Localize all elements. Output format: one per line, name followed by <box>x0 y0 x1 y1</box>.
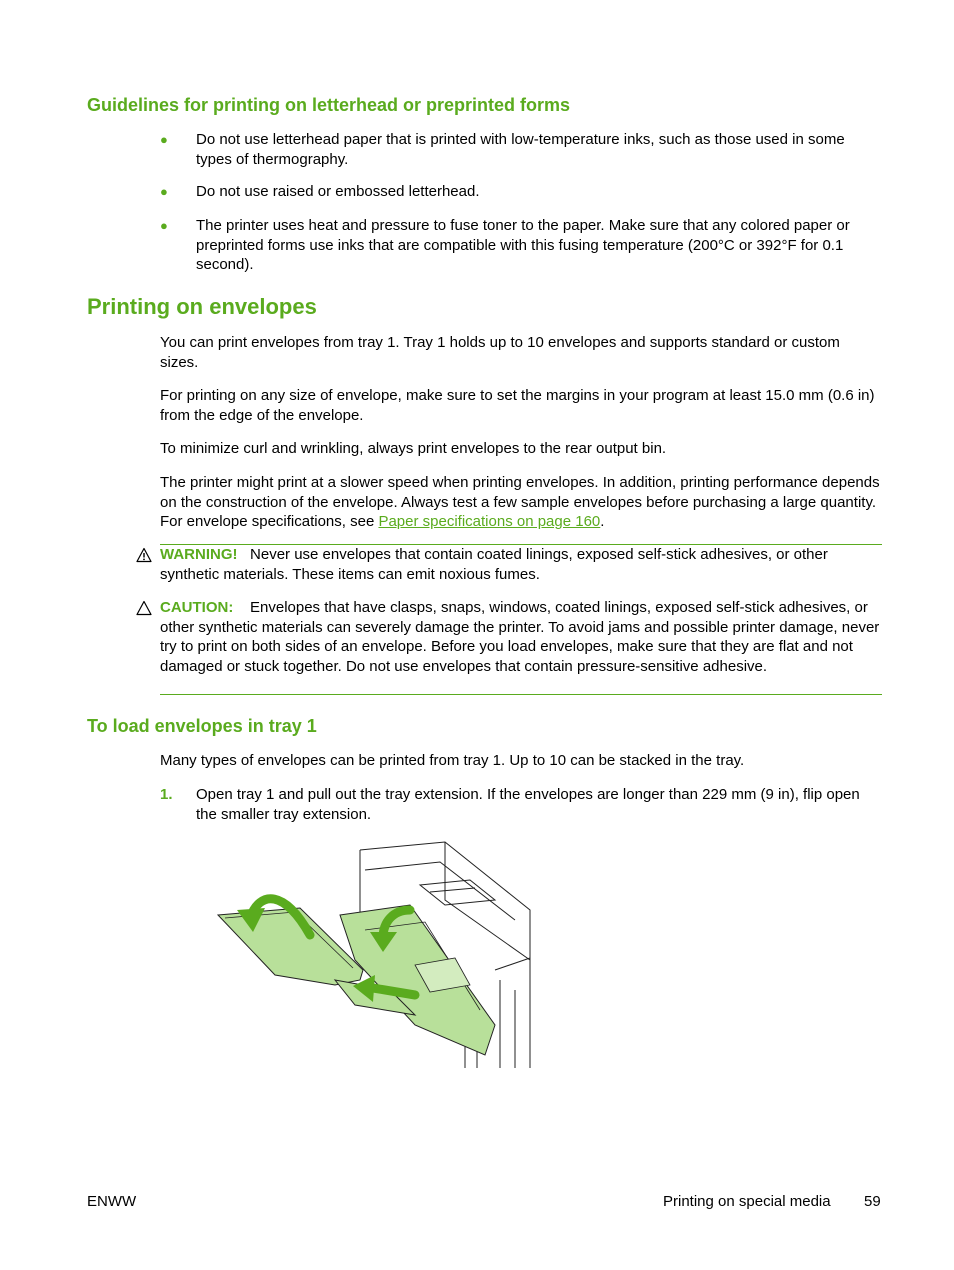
paragraph: You can print envelopes from tray 1. Tray 1 holds up to 10 envelopes and supports standard or custom sizes. <box>160 334 840 371</box>
paragraph: To minimize curl and wrinkling, always print envelopes to the rear output bin. <box>160 440 667 457</box>
list-item <box>160 216 882 276</box>
paragraph-text: The printer might print at a slower speed when printing envelopes. In addition, printing performance depends on the construction of the envelope. Always test a few sample envelopes before purchasing a large quantity. For envelope specifications, see <box>160 474 880 530</box>
footer-left: ENWW <box>87 1193 137 1210</box>
caution-label: CAUTION: <box>160 599 234 616</box>
page-number: 59 <box>864 1193 881 1210</box>
warning-label: WARNING! <box>160 546 238 563</box>
bullet-text: Do not use letterhead paper that is printed with low-temperature inks, such as those used in some types of thermography. <box>196 131 845 168</box>
warning-note <box>160 545 882 584</box>
paper-specs-link[interactable]: Paper specifications on page 160 <box>378 513 601 530</box>
list-item <box>160 130 882 170</box>
divider <box>160 694 882 695</box>
caution-icon <box>136 600 152 616</box>
section-heading-envelopes: Printing on envelopes <box>87 294 317 319</box>
paragraph <box>160 473 882 532</box>
warning-text: Never use envelopes that contain coated linings, exposed self-stick adhesives, or other synthetic materials. These items can emit noxious fumes. <box>160 546 828 583</box>
tray-illustration <box>215 840 535 1072</box>
caution-text: Envelopes that have clasps, snaps, windows, coated linings, exposed self-stick adhesives, or other synthetic materials can severely damage the printer. To avoid jams and possible printer damage, never try to print on both sides of an envelope. Before you load envelopes, make sure that they are flat and not damaged or stuck together. Do not use envelopes that contain pressure-sensitive adhesive. <box>160 599 880 675</box>
section-heading-letterhead: Guidelines for printing on letterhead or preprinted forms <box>87 95 571 115</box>
bullet-icon: ● <box>160 218 168 233</box>
footer-section: Printing on special media <box>663 1193 831 1210</box>
bullet-icon: ● <box>160 184 168 199</box>
bullet-text: The printer uses heat and pressure to fuse toner to the paper. Make sure that any colored paper or preprinted forms use inks that are compatible with this fusing temperature (200°C or 392°F for 0.1 second). <box>196 217 850 273</box>
step-item <box>160 785 882 825</box>
paragraph: For printing on any size of envelope, make sure to set the margins in your program at least 15.0 mm (0.6 in) from the edge of the envelope. <box>160 387 875 424</box>
list-item <box>160 182 882 202</box>
paragraph: Many types of envelopes can be printed from tray 1. Up to 10 can be stacked in the tray. <box>160 752 745 769</box>
bullet-icon: ● <box>160 132 168 147</box>
step-text: Open tray 1 and pull out the tray extension. If the envelopes are longer than 229 mm (9 in), flip open the smaller tray extension. <box>196 786 860 823</box>
caution-note <box>160 598 882 676</box>
bullet-text: Do not use raised or embossed letterhead. <box>196 183 480 200</box>
section-heading-load-envelopes: To load envelopes in tray 1 <box>87 716 317 736</box>
paragraph-end: . <box>600 513 605 530</box>
warning-icon <box>136 547 152 563</box>
step-number: 1. <box>160 786 173 803</box>
